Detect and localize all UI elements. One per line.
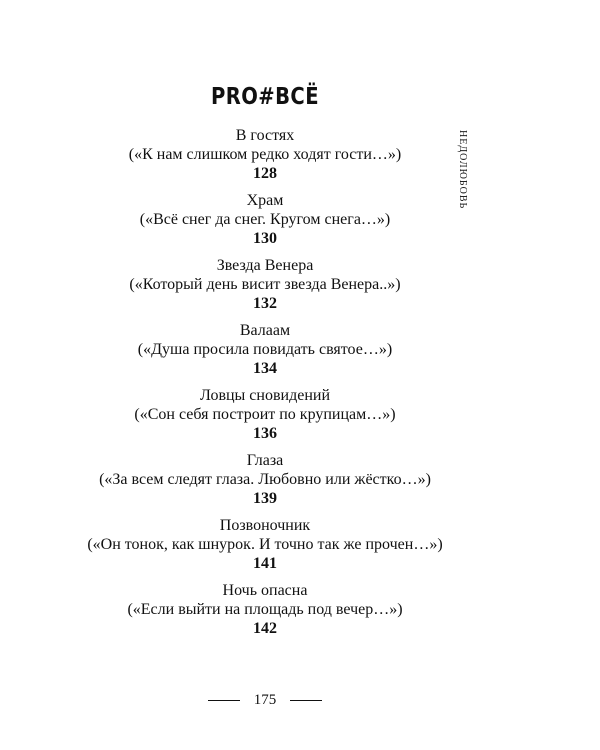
entry-page-number: 142 [253,620,277,637]
entry-page-number: 136 [253,425,277,442]
entry-first-line: («К нам слишком редко ходят гости…») [128,146,402,163]
toc-entry [0,386,530,443]
toc-entry [0,126,530,183]
entry-first-line: («Всё снег да снег. Кругом снега…») [139,211,391,228]
page-number: 175 [253,692,277,708]
table-of-contents [0,126,530,646]
entry-first-line: («Он тонок, как шнурок. И точно так же прочен…») [87,536,443,553]
toc-entry [0,256,530,313]
toc-entry [0,191,530,248]
entry-title: Валаам [239,322,291,339]
footer-rule-right [290,700,322,701]
entry-first-line: («Если выйти на площадь под вечер…») [127,601,403,618]
running-head: НЕДОЛЮБОВЬ [457,130,468,210]
entry-title: Позвоночник [219,517,311,534]
toc-entry [0,321,530,378]
entry-page-number: 132 [253,295,277,312]
toc-entry [0,516,530,573]
entry-title: Храм [246,192,284,209]
entry-title: В гостях [235,127,295,144]
section-title: PRO#ВСЁ [211,84,319,110]
entry-page-number: 134 [253,360,277,377]
entry-title: Ночь опасна [222,582,308,599]
entry-title: Глаза [246,452,284,469]
entry-first-line: («За всем следят глаза. Любовно или жёстко…») [99,471,431,488]
entry-page-number: 128 [253,165,277,182]
page-footer [0,692,530,709]
footer-rule-left [208,700,240,701]
entry-page-number: 139 [253,490,277,507]
toc-entry [0,451,530,508]
entry-title: Звезда Венера [216,257,314,274]
entry-page-number: 141 [253,555,277,572]
toc-entry [0,581,530,638]
entry-first-line: («Который день висит звезда Венера..») [129,276,401,293]
entry-page-number: 130 [253,230,277,247]
entry-first-line: («Сон себя построит по крупицам…») [134,406,396,423]
entry-first-line: («Душа просила повидать святое…») [137,341,393,358]
entry-title: Ловцы сновидений [199,387,331,404]
